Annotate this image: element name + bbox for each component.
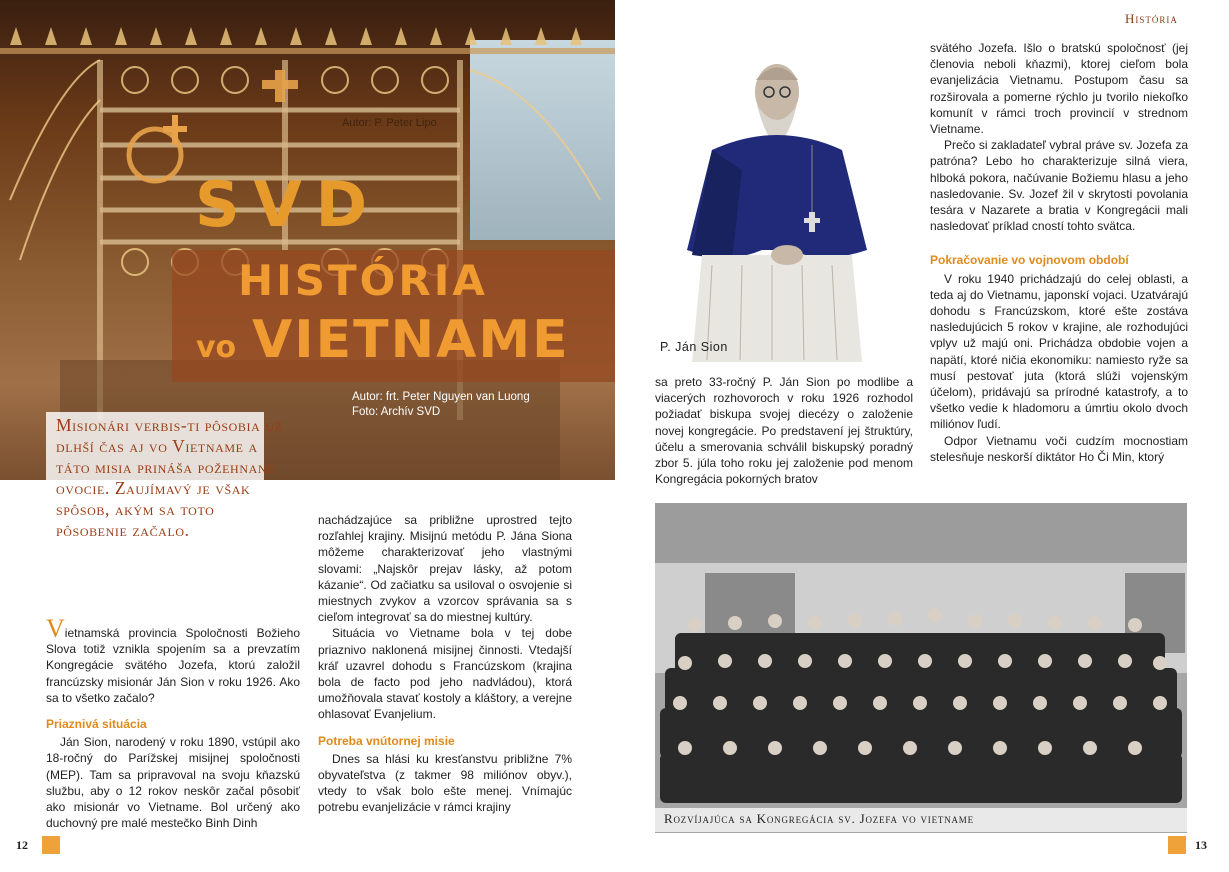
- paragraph: Ján Sion, narodený v roku 1890, vstúpil ako 18-ročný do Parížskej misijnej spoločnosti (MEP). Tam sa pripravoval na svoju kňazskú službu, aby o 12 rokov neskôr začal pôsobiť ako misionár vo Vietname. Bol určený ako duchovný pre malé mestečko Binh Dinh: [46, 735, 300, 831]
- paragraph: V roku 1940 prichádzajú do celej oblasti, a teda aj do Vietnamu, japonskí vojaci. Uzatvárajú dohodu s Francúzskom, ktoré ešte zostáva nasledujúcich 5 rokov v krajine, ale rozhodujúci vplyv už majú oni. Prichádza obdobie vojen a napätí, ktoré ničia ekonomiku: namiesto ryže sa musí pestovať juta (ktorá slúži vojenským účelom), pridávajú sa prírodné katastrofy, a to všetko vedie k hladomoru a úmrtiu okolo dvoch miliónov ľudí.: [930, 271, 1188, 432]
- title-vietname: VIETNAME: [252, 310, 570, 370]
- paragraph: nachádzajúce sa približne uprostred tejto rozľahlej krajiny. Misijnú metódu P. Jána Siona môžeme charakterizovať jeho vlastnými slovami: „Najskôr prejav lásky, až potom kázanie“. Od začiatku sa usiloval o osvojenie si miestnych zvykov a vzorcov správania sa s cieľom integrovať sa do miestnej kultúry.: [318, 513, 572, 625]
- page-marker-right: [1168, 836, 1186, 854]
- portrait-photo: [672, 50, 882, 362]
- page-marker-left: [42, 836, 60, 854]
- article-column-3: [655, 374, 913, 487]
- article-column-4: [930, 40, 1188, 465]
- title-vo: vo: [196, 330, 237, 365]
- paragraph: svätého Jozefa. Išlo o bratskú spoločnosť (jej členovia neboli kňazmi), ktorej cieľom bola evanjelizácia Vietnamu. Postupom času sa rozširovala a pomerne rýchlo ju tvorilo niekoľko komunít v rámci troch provincií v strednom Vietname.: [930, 41, 1188, 137]
- byline-author: Autor: frt. Peter Nguyen van Luong: [352, 391, 530, 403]
- title-svd: SVD: [195, 168, 382, 241]
- section-header: História: [1125, 11, 1178, 26]
- paragraph: Prečo si zakladateľ vybral práve sv. Jozefa za patróna? Lebo ho charakterizuje silná viera, hlboká pokora, načúvanie Božiemu hlasu a jeho nasledovanie. Sv. Jozef žil v skrytosti povolania tesára v Nazarete a bratia v Kongregácii mali nasledovať príklad cností tohto svätca.: [930, 138, 1188, 234]
- page-number-left: 12: [16, 838, 28, 852]
- paragraph-text: ietnamská provincia Spoločnosti Božieho Slova totiž vznikla spojením sa a prevzatím Kongregácie svätého Jozefa, ktorú založil francúzsky misionár Ján Sion v roku 1926. Ako sa to všetko začalo?: [46, 626, 300, 705]
- paragraph: Dnes sa hlási ku kresťanstvu približne 7% obyvateľstva (z takmer 98 miliónov obyv.), vtedy to však bolo ešte menej. Vnímajúc potrebu evanjelizácie v rámci krajiny: [318, 751, 572, 815]
- page-number-right: 13: [1195, 838, 1207, 852]
- subheading: Potreba vnútornej misie: [318, 733, 455, 748]
- intro-lead: Misionári verbis-ti pôsobia už dlhší čas aj vo Vietname a táto misia prináša požehnané ovocie. Zaujímavý je však spôsob, akým sa toto pôsobenie začalo.: [56, 415, 283, 540]
- group-photo: [655, 503, 1187, 833]
- subheading: Pokračovanie vo vojnovom období: [930, 253, 1129, 268]
- group-photo-illustration: [655, 503, 1187, 833]
- portrait-caption: P. Ján Sion: [660, 340, 728, 354]
- byline-photo: Foto: Archív SVD: [352, 406, 441, 418]
- article-column-1: [46, 614, 300, 831]
- paragraph: [46, 614, 300, 706]
- byline: [352, 390, 530, 420]
- title-historia: HISTÓRIA: [238, 256, 488, 305]
- article-column-2: [318, 512, 572, 816]
- subheading: Priaznivá situácia: [46, 717, 147, 732]
- drop-cap: V: [46, 614, 65, 643]
- paragraph: Situácia vo Vietname bola v tej dobe priaznivo naklonená misijnej činnosti. Vtedajší kráľ uzavrel dohodu s Francúzskom (krajina bola de facto pod jeho nadvládou), ktorá umožňovala stavať kostoly a kláštory, a verejne ohlasovať Evanjelium.: [318, 626, 572, 722]
- faint-author-text: Autor: P. Peter Lipo: [342, 117, 437, 129]
- paragraph: sa preto 33-ročný P. Ján Sion po modlibe a viacerých rozhovoroch v roku 1926 rozhodol požiadať biskupa svojej diecézy o založenie novej kongregácie. Po predstavení jej štruktúry, účelu a smerovania schválil biskupský poradný zbor 5. júla toho roku jej založenie pod menom Kongregácia pokorných bratov: [655, 375, 913, 487]
- paragraph: Odpor Vietnamu voči cudzím mocnostiam stelesňuje neskorší diktátor Ho Či Min, ktorý: [930, 433, 1188, 464]
- photo-caption: Rozvíjajúca sa Kongregácia sv. Jozefa vo vietname: [664, 811, 974, 826]
